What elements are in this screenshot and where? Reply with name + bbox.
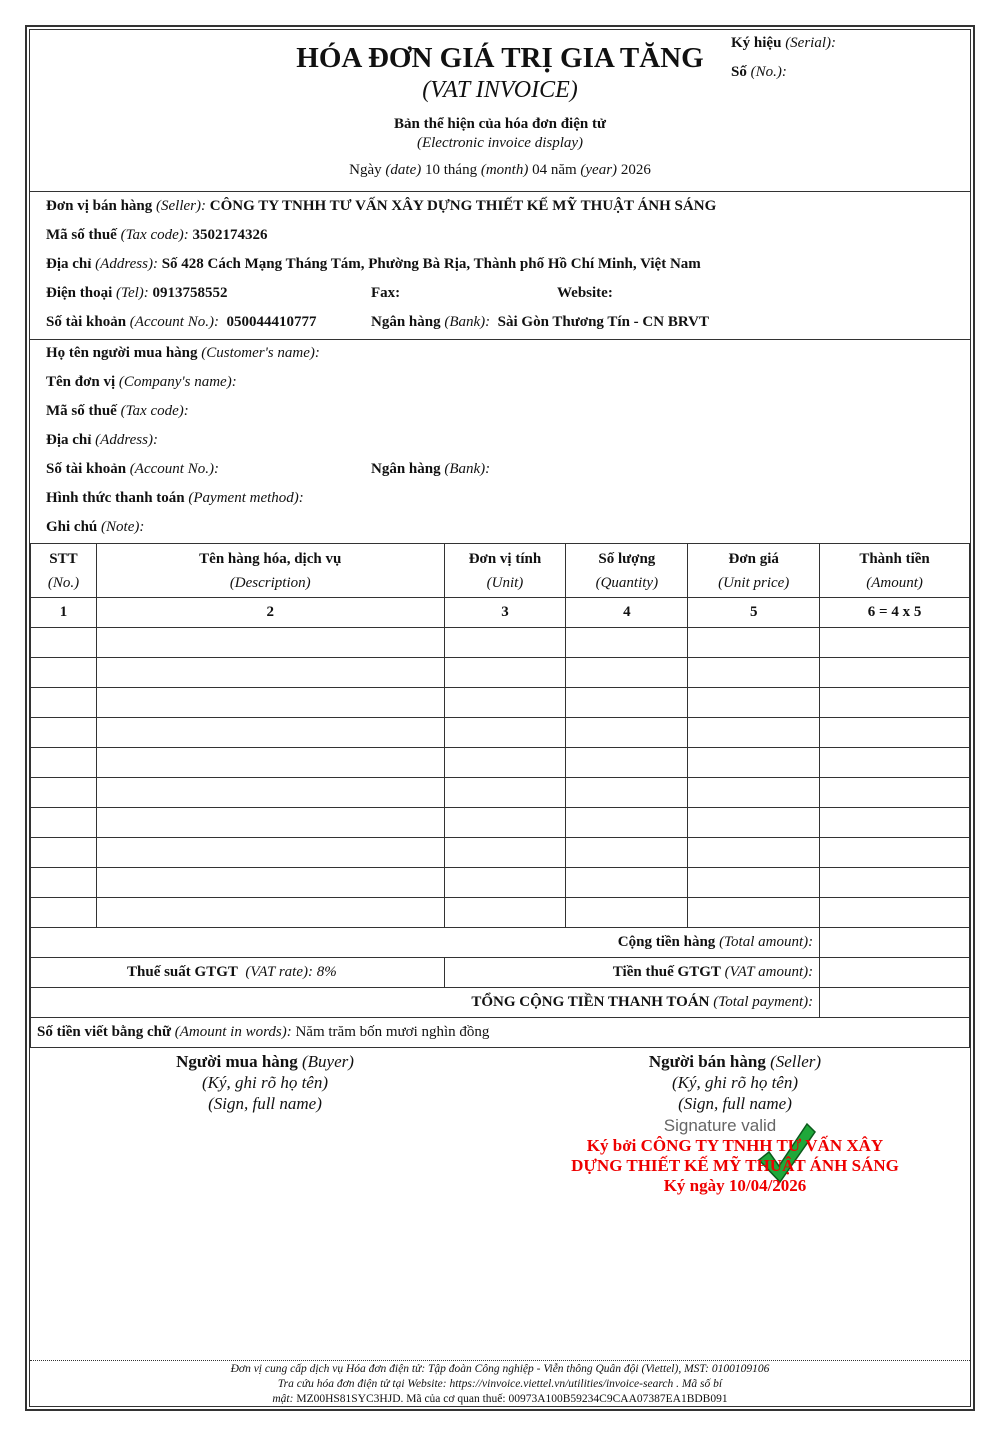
table-row bbox=[31, 628, 970, 658]
buyer-signature: Người mua hàng (Buyer) (Ký, ghi rõ họ tên) (Sign, full name) bbox=[176, 1052, 354, 1113]
buyer-address: Địa chỉ (Address): bbox=[46, 432, 158, 448]
number-field: Số (No.): bbox=[731, 64, 787, 80]
table-cell bbox=[444, 808, 566, 838]
table-cell bbox=[820, 838, 970, 868]
seller-address: Địa chỉ (Address): Số 428 Cách Mạng Tháng Tám, Phường Bà Rịa, Thành phố Hồ Chí Minh, Việt Nam bbox=[46, 256, 701, 272]
signed-by-line2: DỰNG THIẾT KẾ MỸ THUẬT ÁNH SÁNG bbox=[571, 1156, 899, 1175]
table-cell bbox=[688, 688, 820, 718]
col-header-quantity: Số lượng (Quantity) bbox=[566, 544, 688, 598]
display-label: Bản thể hiện của hóa đơn điện tử bbox=[394, 116, 606, 132]
table-cell bbox=[96, 658, 444, 688]
table-cell bbox=[31, 718, 97, 748]
table-cell bbox=[820, 748, 970, 778]
vat-row: Thuế suất GTGT (VAT rate): 8% Tiền thuế GTGT (VAT amount): bbox=[31, 958, 970, 988]
table-row bbox=[31, 808, 970, 838]
digital-signature-stamp bbox=[535, 1116, 935, 1196]
table-cell bbox=[688, 838, 820, 868]
table-cell bbox=[96, 628, 444, 658]
table-cell bbox=[688, 778, 820, 808]
table-cell bbox=[688, 868, 820, 898]
table-cell bbox=[444, 718, 566, 748]
seller-bank: Ngân hàng (Bank): Sài Gòn Thương Tín - CN BRVT bbox=[371, 314, 709, 330]
footer-line3-label: mật: bbox=[272, 1393, 294, 1405]
seller-website: Website: bbox=[557, 285, 613, 301]
table-cell bbox=[31, 838, 97, 868]
table-cell bbox=[566, 658, 688, 688]
amount-in-words-row: Số tiền viết bằng chữ (Amount in words): Năm trăm bốn mươi nghìn đồng bbox=[31, 1018, 970, 1048]
signature-valid-label: Signature valid bbox=[663, 1116, 777, 1135]
table-row bbox=[31, 868, 970, 898]
table-cell bbox=[31, 868, 97, 898]
table-cell bbox=[820, 868, 970, 898]
table-cell bbox=[31, 628, 97, 658]
seller-signature: Người bán hàng (Seller) (Ký, ghi rõ họ tên) (Sign, full name) bbox=[648, 1052, 822, 1113]
table-cell bbox=[566, 718, 688, 748]
serial-field: Ký hiệu (Serial): bbox=[731, 35, 837, 51]
buyer-account: Số tài khoản (Account No.): bbox=[46, 461, 219, 477]
table-header bbox=[31, 544, 970, 598]
table-cell bbox=[566, 688, 688, 718]
buyer-name: Họ tên người mua hàng (Customer's name): bbox=[46, 345, 320, 361]
total-payment-row: TỔNG CỘNG TIỀN THANH TOÁN (Total payment): bbox=[31, 988, 970, 1018]
table-cell bbox=[444, 628, 566, 658]
footer-line2: Tra cứu hóa đơn điện tử tại Website: https://vinvoice.viettel.vn/utilities/invoice-search . Mã số bí bbox=[277, 1378, 723, 1390]
table-cell bbox=[688, 898, 820, 928]
table-cell bbox=[31, 688, 97, 718]
table-cell bbox=[444, 688, 566, 718]
table-cell bbox=[96, 778, 444, 808]
items-table bbox=[30, 543, 970, 1048]
divider bbox=[30, 191, 970, 192]
invoice-date: Ngày (date) 10 tháng (month) 04 năm (year) 2026 bbox=[349, 162, 651, 178]
buyer-bank: Ngân hàng (Bank): bbox=[371, 461, 491, 477]
table-cell bbox=[820, 658, 970, 688]
divider bbox=[30, 339, 970, 340]
table-cell bbox=[566, 778, 688, 808]
table-cell bbox=[566, 868, 688, 898]
table-cell bbox=[820, 808, 970, 838]
table-cell bbox=[688, 628, 820, 658]
table-row bbox=[31, 838, 970, 868]
seller-account: Số tài khoản (Account No.): 050044410777 bbox=[46, 314, 317, 330]
table-cell bbox=[566, 628, 688, 658]
column-number-row: 1 2 3 4 5 6 = 4 x 5 bbox=[31, 598, 970, 628]
buyer-company: Tên đơn vị (Company's name): bbox=[46, 374, 237, 390]
table-cell bbox=[31, 808, 97, 838]
table-cell bbox=[820, 718, 970, 748]
table-cell bbox=[444, 868, 566, 898]
table-row bbox=[31, 718, 970, 748]
invoice-header bbox=[250, 42, 750, 179]
signed-by-line1: Ký bởi CÔNG TY TNHH TƯ VẤN XÂY bbox=[586, 1136, 884, 1155]
table-cell bbox=[96, 718, 444, 748]
table-row bbox=[31, 778, 970, 808]
table-cell bbox=[820, 628, 970, 658]
table-cell bbox=[96, 838, 444, 868]
table-cell bbox=[444, 748, 566, 778]
seller-tax-code: Mã số thuế (Tax code): 3502174326 bbox=[46, 227, 268, 243]
footer bbox=[30, 1360, 970, 1407]
col-header-unit-price: Đơn giá (Unit price) bbox=[688, 544, 820, 598]
table-cell bbox=[31, 778, 97, 808]
table-cell bbox=[566, 808, 688, 838]
note: Ghi chú (Note): bbox=[46, 519, 145, 535]
table-cell bbox=[444, 838, 566, 868]
table-cell bbox=[688, 718, 820, 748]
invoice-subtitle: (VAT INVOICE) bbox=[422, 77, 578, 103]
table-row bbox=[31, 748, 970, 778]
table-cell bbox=[820, 898, 970, 928]
table-cell bbox=[820, 688, 970, 718]
signed-date: Ký ngày 10/04/2026 bbox=[663, 1176, 807, 1195]
table-row bbox=[31, 688, 970, 718]
total-amount-row: Cộng tiền hàng (Total amount): bbox=[31, 928, 970, 958]
table-cell bbox=[688, 658, 820, 688]
table-cell bbox=[96, 898, 444, 928]
col-header-description: Tên hàng hóa, dịch vụ (Description) bbox=[96, 544, 444, 598]
col-header-amount: Thành tiền (Amount) bbox=[820, 544, 970, 598]
buyer-tax-code: Mã số thuế (Tax code): bbox=[46, 403, 189, 419]
table-cell bbox=[31, 898, 97, 928]
seller-name: Đơn vị bán hàng (Seller): CÔNG TY TNHH TƯ VẤN XÂY DỰNG THIẾT KẾ MỸ THUẬT ÁNH SÁNG bbox=[46, 198, 717, 214]
table-cell bbox=[820, 778, 970, 808]
footer-line1: Đơn vị cung cấp dịch vụ Hóa đơn điện tử: Tập đoàn Công nghiệp - Viễn thông Quân đội (Viettel), MST: 0100109106 bbox=[230, 1363, 770, 1375]
seller-fax: Fax: bbox=[371, 285, 401, 301]
table-row bbox=[31, 658, 970, 688]
table-cell bbox=[31, 658, 97, 688]
display-label-en: (Electronic invoice display) bbox=[416, 135, 584, 151]
invoice-title: HÓA ĐƠN GIÁ TRỊ GIA TĂNG bbox=[296, 42, 704, 74]
payment-method: Hình thức thanh toán (Payment method): bbox=[46, 490, 304, 506]
amount-in-words: Năm trăm bốn mươi nghìn đồng bbox=[295, 1024, 490, 1040]
table-cell bbox=[96, 748, 444, 778]
table-cell bbox=[444, 658, 566, 688]
table-cell bbox=[31, 748, 97, 778]
footer-line3: MZ00HS81SYC3HJD. Mã của cơ quan thuế: 00973A100B59234C9CAA07387EA1BDB091 bbox=[296, 1393, 728, 1405]
table-cell bbox=[688, 808, 820, 838]
table-cell bbox=[566, 748, 688, 778]
table-cell bbox=[444, 898, 566, 928]
table-cell bbox=[96, 808, 444, 838]
table-cell bbox=[566, 838, 688, 868]
table-cell bbox=[688, 748, 820, 778]
table-row bbox=[31, 898, 970, 928]
table-cell bbox=[96, 868, 444, 898]
table-cell bbox=[96, 688, 444, 718]
col-header-unit: Đơn vị tính (Unit) bbox=[444, 544, 566, 598]
col-header-no: STT (No.) bbox=[31, 544, 97, 598]
table-cell bbox=[444, 778, 566, 808]
table-cell bbox=[566, 898, 688, 928]
seller-tel: Điện thoại (Tel): 0913758552 bbox=[46, 285, 228, 301]
